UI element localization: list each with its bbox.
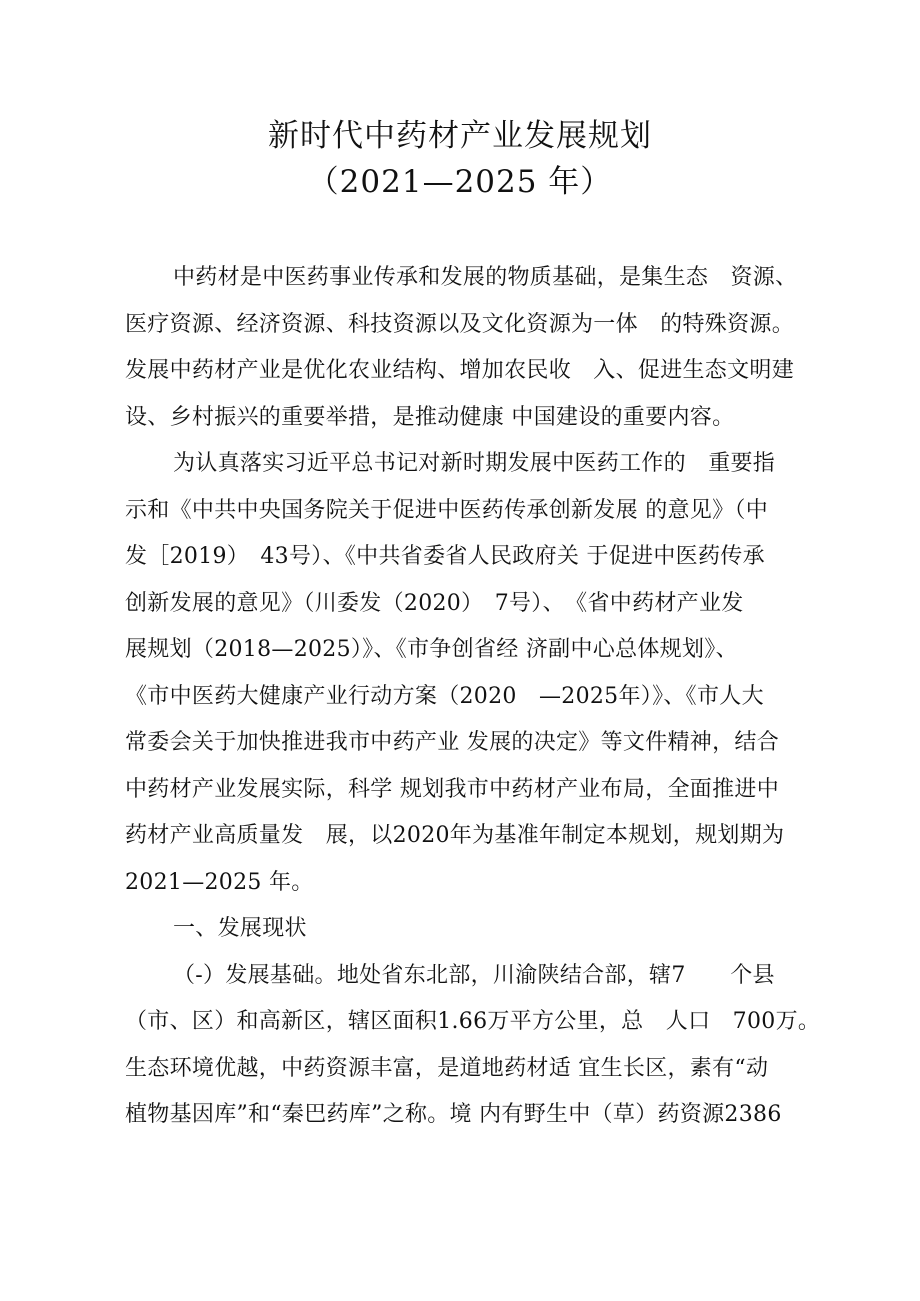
text-line: （市、区）和高新区，辖区面积1.66万平方公里，总 人口 700万。 [125, 1009, 821, 1034]
text-line: 药材产业高质量发 展，以2020年为基准年制定本规划，规划期为 [125, 823, 785, 848]
text-line: 发展中药材产业是优化农业结构、增加农民收 入、促进生态文明建 [125, 358, 795, 383]
text-line: 为认真落实习近平总书记对新时期发展中医药工作的 重要指 [173, 451, 776, 476]
text-line: 2021—2025 年。 [125, 869, 314, 895]
text-line: 创新发展的意见》（川委发（2020） 7号）、 《省中药材产业发 [125, 590, 744, 616]
text-line: 中药材产业发展实际，科学 规划我市中药材产业布局，全面推进中 [125, 776, 779, 802]
text-line: （-）发展基础。地处省东北部，川渝陕结合部，辖7 个县 [173, 962, 775, 988]
document-title: 新时代中药材产业发展规划 [268, 118, 652, 154]
text-line: 植物基因库”和“秦巴药库”之称。境 内有野生中（草）药资源2386 [125, 1102, 782, 1127]
text-line: 《市中医药大健康产业行动方案（2020 —2025年）》、《市人大 [125, 683, 764, 709]
text-line: 发［2019） 43号）、《中共省委省人民政府关 于促进中医药传承 [125, 544, 765, 569]
document-subtitle: （2021—2025 年） [307, 164, 613, 200]
text-line: 常委会关于加快推进我市中药产业 发展的决定》等文件精神，结合 [125, 730, 779, 755]
text-line: 生态环境优越，中药资源丰富，是道地药材适 宜生长区，素有“动 [125, 1055, 769, 1081]
text-line: 设、乡村振兴的重要举措，是推动健康 中国建设的重要内容。 [125, 404, 735, 430]
text-line: 示和《中共中央国务院关于促进中医药传承创新发展 的意见》（中 [125, 497, 768, 523]
text-line: 中药材是中医药事业传承和发展的物质基础，是集生态 资源、 [173, 265, 798, 290]
text-line: 一、发展现状 [173, 916, 307, 941]
document-body [125, 258, 821, 1142]
text-line: 展规划（2018—2025）》、《市争创省经 济副中心总体规划》、 [125, 637, 738, 662]
text-line: 医疗资源、经济资源、科技资源以及文化资源为一体 的特殊资源。 [125, 311, 795, 337]
